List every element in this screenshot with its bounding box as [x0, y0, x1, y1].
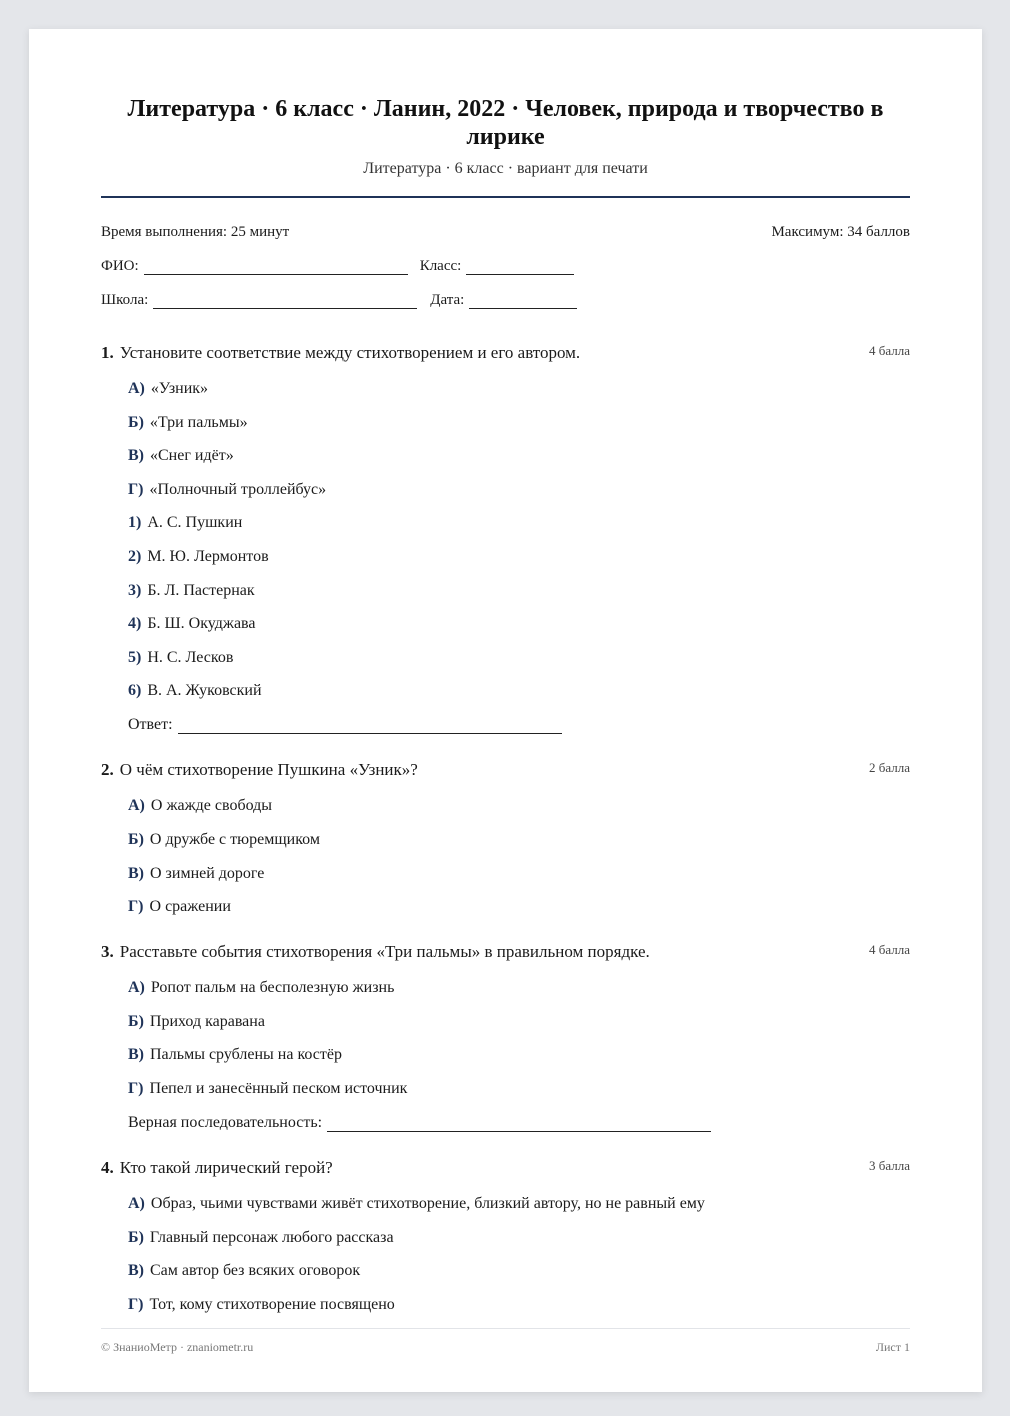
option-list — [128, 979, 910, 1098]
option-key: 3) — [128, 581, 142, 599]
option-item[interactable] — [128, 1195, 910, 1213]
option-item[interactable] — [128, 1080, 910, 1098]
option-text: «Снег идёт» — [150, 447, 234, 465]
question-points: 2 балла — [869, 760, 910, 776]
school-field[interactable] — [153, 295, 417, 309]
option-text: «Полночный троллейбус» — [149, 480, 327, 498]
option-key: Г) — [128, 480, 144, 498]
option-key: 2) — [128, 547, 142, 565]
option-text: Б. Ш. Окуджава — [147, 615, 256, 633]
question-header — [101, 760, 910, 780]
question-text: Кто такой лирический герой? — [119, 1157, 333, 1177]
option-key: Г) — [128, 898, 144, 916]
option-text: Тот, кому стихотворение посвящено — [149, 1295, 395, 1313]
option-item[interactable] — [128, 1013, 910, 1031]
answer-field[interactable] — [178, 720, 562, 734]
option-key: Б) — [128, 1228, 144, 1246]
class-label: Класс: — [419, 258, 462, 274]
option-item[interactable] — [128, 548, 910, 566]
fio-field[interactable] — [144, 261, 408, 275]
option-item[interactable] — [128, 582, 910, 600]
option-item[interactable] — [128, 649, 910, 667]
option-key: А) — [128, 1194, 145, 1212]
option-text: О жажде свободы — [150, 797, 273, 815]
option-text: «Три пальмы» — [149, 413, 248, 431]
option-text: Образ, чьими чувствами живёт стихотворение, близкий автору, но не равный ему — [150, 1194, 705, 1212]
footer-copyright: © ЗнаниоМетр · znaniometr.ru — [101, 1340, 254, 1354]
date-field[interactable] — [469, 295, 577, 309]
answer-field[interactable] — [327, 1118, 711, 1132]
option-list — [128, 797, 910, 916]
option-item[interactable] — [128, 682, 910, 700]
option-text: О дружбе с тюремщиком — [149, 830, 320, 848]
question-2 — [101, 760, 910, 916]
worksheet-page — [29, 29, 982, 1392]
max-score: Максимум: 34 баллов — [771, 224, 910, 240]
option-item[interactable] — [128, 1296, 910, 1314]
option-item[interactable] — [128, 979, 910, 997]
question-number: 4. — [101, 1157, 114, 1177]
option-item[interactable] — [128, 481, 910, 499]
option-item[interactable] — [128, 615, 910, 633]
answer-row — [128, 1114, 910, 1132]
option-key: 1) — [128, 514, 142, 532]
question-4 — [101, 1158, 910, 1314]
question-points: 3 балла — [869, 1157, 910, 1173]
option-text: Главный персонаж любого рассказа — [149, 1228, 394, 1246]
option-text: Ропот пальм на бесполезную жизнь — [150, 979, 395, 997]
school-label: Школа: — [101, 292, 149, 308]
option-text: Пальмы срублены на костёр — [150, 1046, 342, 1064]
class-field[interactable] — [466, 261, 574, 275]
option-key: В) — [128, 1046, 144, 1064]
page-title: Литература · 6 класс · Ланин, 2022 · Человек, природа и творчество в лирике — [127, 96, 884, 150]
meta-row — [101, 224, 910, 241]
option-key: Г) — [128, 1295, 144, 1313]
question-1 — [101, 343, 910, 734]
option-text: В. А. Жуковский — [147, 682, 262, 700]
question-number: 3. — [101, 942, 114, 962]
option-item[interactable] — [128, 514, 910, 532]
option-text: Н. С. Лесков — [147, 648, 234, 666]
option-key: А) — [128, 380, 145, 397]
option-text: Приход каравана — [149, 1012, 265, 1030]
option-text: О зимней дороге — [150, 864, 265, 882]
option-text: Пепел и занесённый песком источник — [149, 1079, 408, 1097]
option-item[interactable] — [128, 898, 910, 916]
option-key: 5) — [128, 648, 142, 666]
page-subtitle: Литература · 6 класс · вариант для печати — [363, 160, 648, 177]
option-item[interactable] — [128, 865, 910, 883]
question-text: Установите соответствие между стихотворением и его автором. — [119, 343, 581, 362]
option-key: 6) — [128, 682, 142, 700]
question-number: 2. — [101, 760, 114, 780]
question-header — [101, 1158, 910, 1178]
option-key: А) — [128, 979, 145, 997]
option-item[interactable] — [128, 1229, 910, 1247]
option-key: 4) — [128, 615, 142, 633]
option-list — [128, 1195, 910, 1314]
fio-class-row — [101, 258, 910, 275]
option-item[interactable] — [128, 797, 910, 815]
question-header — [101, 942, 910, 962]
question-points: 4 балла — [869, 942, 910, 958]
option-text: О сражении — [149, 898, 231, 916]
option-list — [128, 380, 910, 700]
answer-row — [128, 716, 910, 734]
option-text: А. С. Пушкин — [147, 514, 243, 532]
question-text: О чём стихотворение Пушкина «Узник»? — [119, 760, 418, 780]
option-key: Б) — [128, 830, 144, 848]
option-item[interactable] — [128, 831, 910, 849]
page-number: Лист 1 — [875, 1340, 910, 1354]
option-key: В) — [128, 1262, 144, 1280]
option-text: «Узник» — [150, 380, 209, 397]
option-key: В) — [128, 447, 144, 465]
option-text: М. Ю. Лермонтов — [147, 547, 269, 565]
option-key: Г) — [128, 1079, 144, 1097]
question-3 — [101, 942, 910, 1132]
question-text: Расставьте события стихотворения «Три пальмы» в правильном порядке. — [119, 942, 650, 962]
question-points: 4 балла — [869, 343, 910, 358]
page-footer — [101, 1328, 910, 1355]
option-item[interactable] — [128, 380, 910, 398]
answer-label: Верная последовательность: — [128, 1113, 323, 1131]
option-key: Б) — [128, 413, 144, 431]
option-item[interactable] — [128, 1262, 910, 1280]
fio-label: ФИО: — [101, 258, 139, 274]
option-key: В) — [128, 864, 144, 882]
question-number: 1. — [101, 343, 114, 362]
option-text: Сам автор без всяких оговорок — [150, 1262, 361, 1280]
option-item[interactable] — [128, 1046, 910, 1064]
question-header — [101, 343, 910, 363]
date-label: Дата: — [430, 292, 465, 308]
answer-label: Ответ: — [128, 716, 173, 734]
time-limit: Время выполнения: 25 минут — [101, 224, 290, 240]
option-key: Б) — [128, 1012, 144, 1030]
option-item[interactable] — [128, 447, 910, 465]
option-text: Б. Л. Пастернак — [147, 581, 255, 599]
option-item[interactable] — [128, 414, 910, 432]
option-key: А) — [128, 797, 145, 815]
header-divider — [101, 196, 910, 198]
school-date-row — [101, 292, 910, 309]
